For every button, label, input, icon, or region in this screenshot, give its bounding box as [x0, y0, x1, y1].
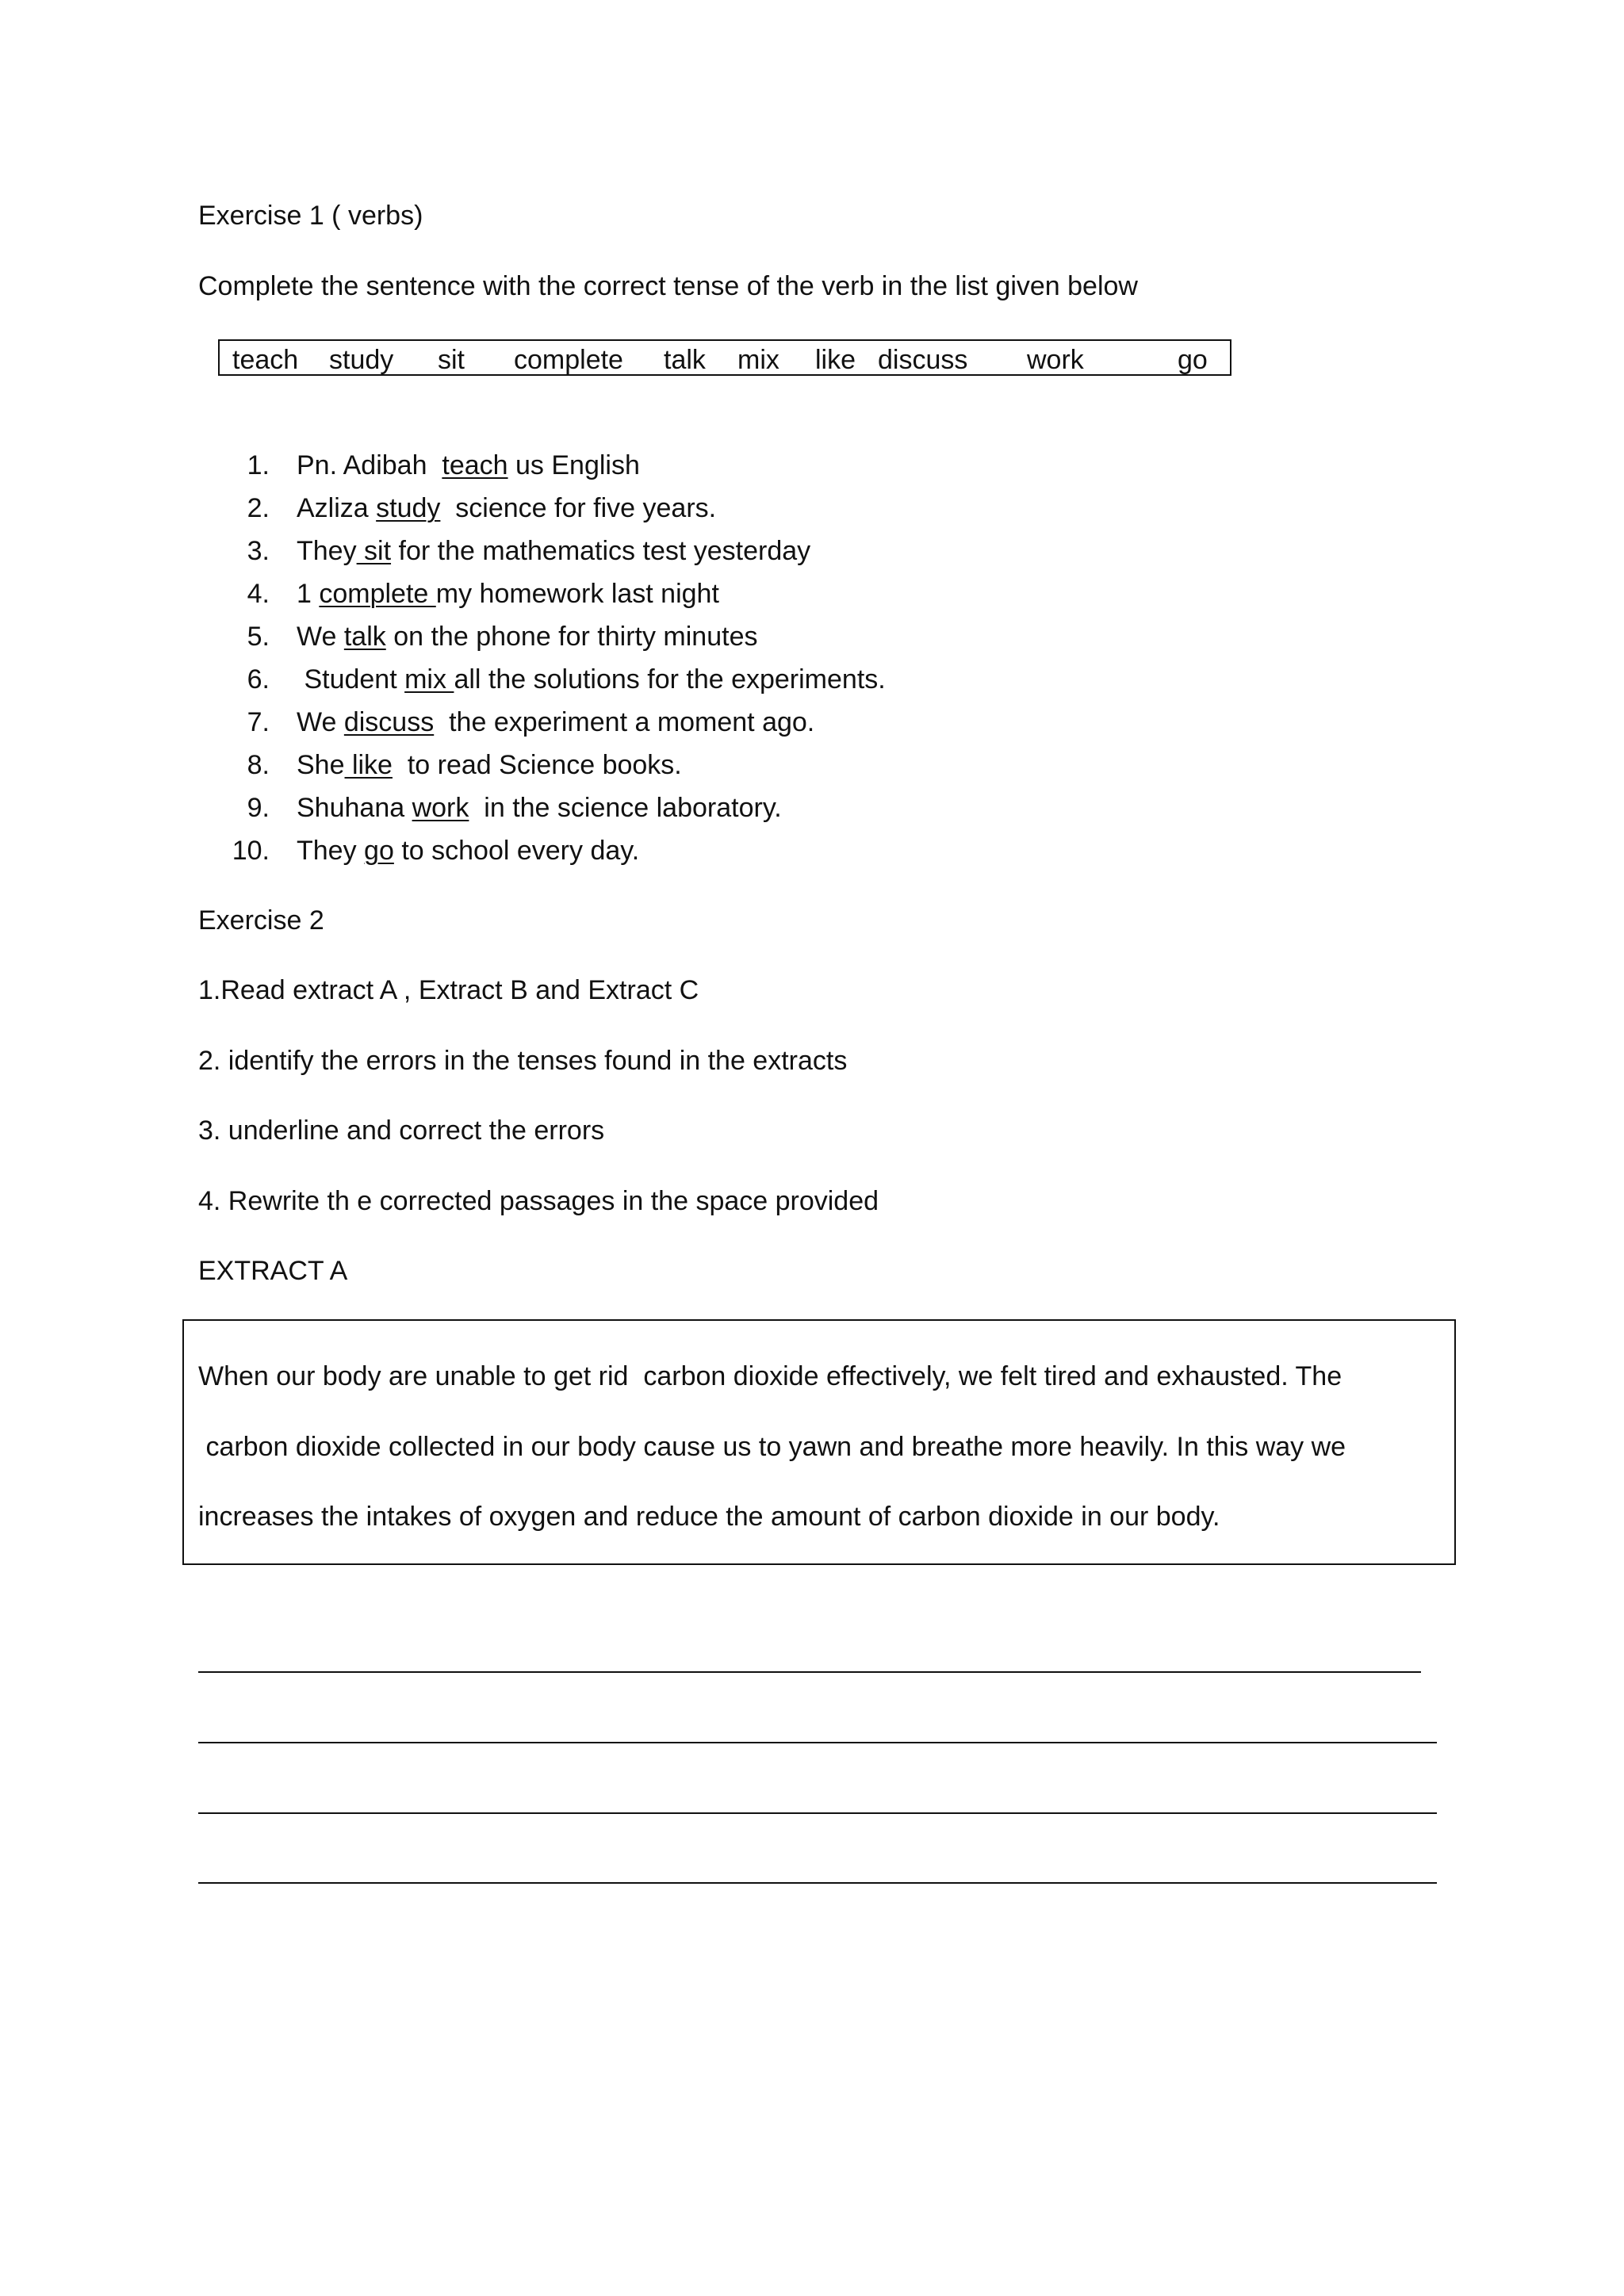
item-number: 2.	[247, 493, 270, 523]
sentence-part: Pn. Adibah	[297, 450, 442, 480]
word-bank-item: discuss	[878, 345, 968, 375]
item-number: 1.	[247, 450, 270, 480]
item-sentence	[297, 535, 810, 568]
item-sentence	[297, 450, 640, 482]
item-number: 5.	[247, 622, 270, 652]
sentence-part: They	[297, 836, 365, 866]
item-number: 10.	[232, 836, 270, 866]
extract-line: When our body are unable to get rid carbon dioxide effectively, we felt tired and exhausted. The	[198, 1361, 1342, 1391]
sentence-part: on the phone for thirty minutes	[385, 622, 758, 652]
word-bank-item: work	[1027, 345, 1084, 375]
exercise2-step: 1.Read extract A , Extract B and Extract C	[198, 975, 699, 1005]
sentence-part: We	[297, 622, 344, 652]
answer-writing-line[interactable]	[198, 1882, 1437, 1884]
word-bank-item: mix	[737, 345, 779, 375]
word-bank-box	[218, 339, 1231, 376]
item-number: 6.	[247, 664, 270, 695]
extract-line: carbon dioxide collected in our body cause us to yawn and breathe more heavily. In this way we	[198, 1432, 1346, 1462]
word-bank-item: like	[815, 345, 856, 375]
answer-writing-line[interactable]	[198, 1671, 1421, 1673]
item-number: 9.	[247, 793, 270, 823]
underlined-verb: work	[412, 793, 469, 823]
item-sentence	[297, 621, 757, 653]
underlined-verb: mix	[404, 664, 454, 695]
underlined-verb: like	[344, 750, 393, 780]
word-bank-item: complete	[514, 345, 623, 375]
sentence-part: to school every day.	[393, 836, 640, 866]
sentence-part: We	[297, 707, 344, 737]
word-bank-item: sit	[438, 345, 465, 375]
sentence-part: They	[297, 536, 357, 566]
exercise1-title: Exercise 1 ( verbs)	[198, 201, 423, 231]
item-sentence	[297, 706, 814, 739]
item-number: 8.	[247, 750, 270, 780]
extract-line: increases the intakes of oxygen and reduce the amount of carbon dioxide in our body.	[198, 1502, 1220, 1532]
sentence-part: Student	[297, 664, 405, 695]
sentence-part: the experiment a moment ago.	[434, 707, 815, 737]
sentence-part: us English	[508, 450, 640, 480]
sentence-part: science for five years.	[440, 493, 717, 523]
exercise2-step: 3. underline and correct the errors	[198, 1115, 605, 1146]
exercise2-title: Exercise 2	[198, 905, 324, 936]
exercise2-step: 4. Rewrite th e corrected passages in the space provided	[198, 1186, 879, 1216]
underlined-verb: talk	[343, 622, 386, 652]
word-bank-item: study	[329, 345, 394, 375]
item-sentence	[297, 492, 716, 525]
underlined-verb: go	[364, 836, 394, 866]
word-bank-item: go	[1178, 345, 1208, 375]
exercise2-step: 2. identify the errors in the tenses found in the extracts	[198, 1046, 848, 1076]
answer-writing-line[interactable]	[198, 1742, 1437, 1743]
item-number: 4.	[247, 579, 270, 609]
sentence-part: She	[297, 750, 345, 780]
exercise1-instruction: Complete the sentence with the correct tense of the verb in the list given below	[198, 271, 1138, 301]
item-number: 3.	[247, 536, 270, 566]
word-bank-item: teach	[232, 345, 299, 375]
item-sentence	[297, 578, 719, 610]
sentence-part: Azliza	[297, 493, 377, 523]
underlined-verb: discuss	[343, 707, 435, 737]
sentence-part: to read Science books.	[392, 750, 682, 780]
sentence-part: all the solutions for the experiments.	[454, 664, 886, 695]
item-sentence	[297, 835, 639, 867]
sentence-part: for the mathematics test yesterday	[391, 536, 811, 566]
sentence-part: in the science laboratory.	[469, 793, 782, 823]
item-sentence	[297, 749, 682, 782]
item-sentence	[297, 792, 782, 825]
underlined-verb: teach	[442, 450, 508, 480]
underlined-verb: complete	[319, 579, 436, 609]
extract-a-box	[182, 1319, 1456, 1565]
sentence-part: my homework last night	[435, 579, 719, 609]
sentence-part: 1	[297, 579, 320, 609]
extract-label: EXTRACT A	[198, 1256, 348, 1286]
item-sentence	[297, 664, 886, 696]
sentence-part: Shuhana	[297, 793, 412, 823]
answer-writing-line[interactable]	[198, 1812, 1437, 1814]
underlined-verb: study	[376, 493, 441, 523]
item-number: 7.	[247, 707, 270, 737]
underlined-verb: sit	[356, 536, 392, 566]
word-bank-item: talk	[664, 345, 706, 375]
